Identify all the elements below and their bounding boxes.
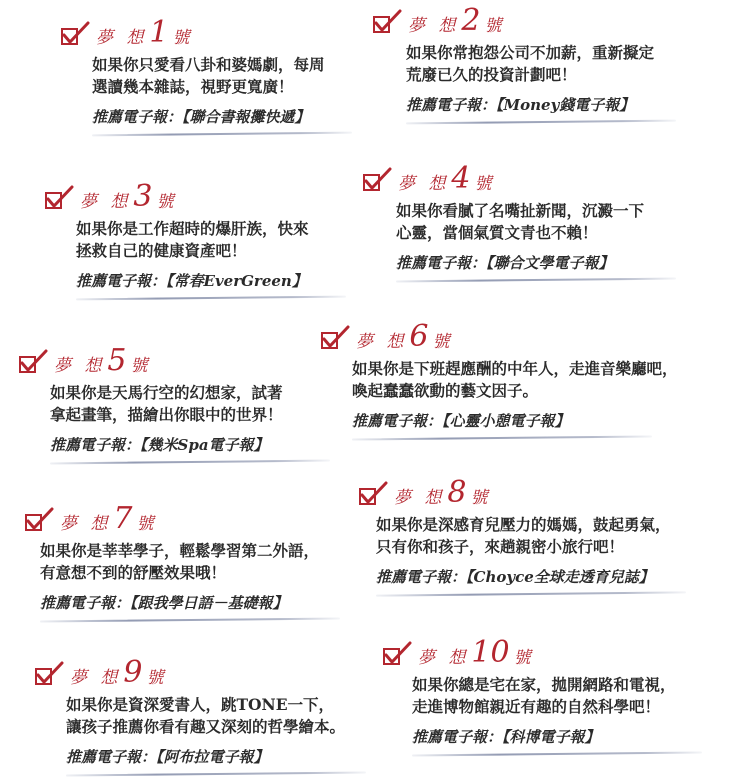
recommendation <box>50 434 330 455</box>
dream-card-9 <box>34 652 366 775</box>
dream-number: 10 <box>471 635 510 670</box>
dream-card-2 <box>372 0 676 123</box>
description-line: 如果你是莘莘學子，輕鬆學習第二外語， <box>40 541 320 560</box>
newsletter-link[interactable]: 【科博電子報】 <box>502 728 600 746</box>
dream-word: 夢 想 <box>54 356 106 376</box>
dream-title <box>60 12 352 48</box>
description-line: 如果你是下班趕應酬的中年人，走進音樂廳吧， <box>352 359 678 378</box>
checkbox-check-icon <box>362 166 392 194</box>
newsletter-link[interactable]: 【幾米Spa電子報】 <box>140 436 269 454</box>
dream-word: 夢 想 <box>80 192 132 212</box>
dream-hao: 號 <box>474 174 492 194</box>
dream-card-1 <box>60 12 352 135</box>
dream-title <box>24 498 340 534</box>
divider <box>66 771 366 776</box>
dream-description <box>352 358 678 402</box>
dream-word: 夢 想 <box>394 488 446 508</box>
dream-number: 2 <box>461 3 481 38</box>
dream-hao: 號 <box>513 648 531 668</box>
newsletter-link[interactable]: 【聯合書報攤快遞】 <box>182 108 310 126</box>
dream-number: 4 <box>451 161 471 196</box>
dream-card-8 <box>358 472 686 595</box>
divider <box>40 617 340 622</box>
dream-number: 8 <box>447 475 467 510</box>
dream-hao: 號 <box>172 28 190 48</box>
dream-title <box>362 158 676 194</box>
description-line: 如果你總是宅在家，拋開網路和電視， <box>412 675 676 694</box>
recommendation <box>396 252 676 273</box>
dream-title <box>44 176 346 212</box>
checkbox-check-icon <box>18 348 48 376</box>
divider <box>50 460 330 465</box>
recommend-label: 推薦電子報： <box>406 96 497 114</box>
recommendation <box>92 106 352 127</box>
divider <box>352 435 652 440</box>
recommend-label: 推薦電子報： <box>92 108 183 126</box>
recommend-label: 推薦電子報： <box>396 254 487 272</box>
recommend-label: 推薦電子報： <box>412 728 503 746</box>
dream-description <box>50 382 330 426</box>
dream-hao: 號 <box>484 16 502 36</box>
recommend-label: 推薦電子報： <box>76 272 167 290</box>
newsletter-link[interactable]: 【跟我學日語－基礎報】 <box>130 594 288 612</box>
recommend-label: 推薦電子報： <box>40 594 131 612</box>
description-line: 走進博物館親近有趣的自然科學吧！ <box>412 697 661 716</box>
dream-hao: 號 <box>146 668 164 688</box>
dream-word: 夢 想 <box>70 668 122 688</box>
checkbox-check-icon <box>358 480 388 508</box>
dream-hao: 號 <box>470 488 488 508</box>
description-line: 如果你常抱怨公司不加薪，重新擬定 <box>406 43 655 62</box>
recommendation <box>40 592 340 613</box>
recommendation <box>66 746 366 767</box>
recommendation <box>412 726 702 747</box>
newsletter-link[interactable]: 【常春EverGreen】 <box>166 272 307 290</box>
dream-hao: 號 <box>432 332 450 352</box>
dream-word: 夢 想 <box>60 514 112 534</box>
dream-word: 夢 想 <box>418 648 470 668</box>
dream-number: 7 <box>113 501 133 536</box>
description-line: 如果你是資深愛書人，跳TONE一下， <box>66 695 335 714</box>
description-line: 如果你是深感育兒壓力的媽媽，鼓起勇氣， <box>376 515 671 534</box>
recommendation <box>352 410 678 431</box>
dream-description <box>406 42 676 86</box>
description-line: 有意想不到的舒壓效果哦！ <box>40 563 227 582</box>
dream-word: 夢 想 <box>96 28 148 48</box>
dream-title <box>382 632 702 668</box>
dream-number: 5 <box>107 343 127 378</box>
dream-number: 6 <box>409 319 429 354</box>
newsletter-link[interactable]: 【Money錢電子報】 <box>496 96 635 114</box>
description-line: 如果你是天馬行空的幻想家，試著 <box>50 383 283 402</box>
description-line: 如果你是工作超時的爆肝族，快來 <box>76 219 309 238</box>
dream-hao: 號 <box>156 192 174 212</box>
description-line: 心靈，當個氣質文青也不賴！ <box>396 223 598 242</box>
dream-hao: 號 <box>130 356 148 376</box>
description-line: 只有你和孩子，來趟親密小旅行吧！ <box>376 537 625 556</box>
dream-title <box>372 0 676 36</box>
recommend-label: 推薦電子報： <box>66 748 157 766</box>
dream-title <box>358 472 686 508</box>
newsletter-link[interactable]: 【心靈小憩電子報】 <box>442 412 570 430</box>
dream-description <box>66 694 366 738</box>
description-line: 讓孩子推薦你看有趣又深刻的哲學繪本。 <box>66 717 346 736</box>
divider <box>376 591 686 596</box>
description-line: 拿起畫筆，描繪出你眼中的世界！ <box>50 405 283 424</box>
recommendation <box>76 270 346 291</box>
dream-card-4 <box>362 158 676 281</box>
checkbox-check-icon <box>320 324 350 352</box>
dream-title <box>34 652 366 688</box>
recommend-label: 推薦電子報： <box>352 412 443 430</box>
dream-description <box>40 540 340 584</box>
dream-word: 夢 想 <box>408 16 460 36</box>
divider <box>92 132 352 137</box>
checkbox-check-icon <box>24 506 54 534</box>
dream-card-3 <box>44 176 346 299</box>
dream-word: 夢 想 <box>356 332 408 352</box>
description-line: 選讀幾本雜誌，視野更寬廣！ <box>92 77 294 96</box>
newsletter-link[interactable]: 【阿布拉電子報】 <box>156 748 269 766</box>
newsletter-link[interactable]: 【聯合文學電子報】 <box>486 254 614 272</box>
dream-description <box>412 674 702 718</box>
description-line: 如果你看膩了名嘴扯新聞，沉澱一下 <box>396 201 645 220</box>
checkbox-check-icon <box>382 640 412 668</box>
checkbox-check-icon <box>60 20 90 48</box>
dream-description <box>92 54 352 98</box>
description-line: 喚起蠢蠢欲動的藝文因子。 <box>352 381 539 400</box>
dream-card-10 <box>382 632 702 755</box>
dream-description <box>376 514 686 558</box>
checkbox-check-icon <box>372 8 402 36</box>
dream-card-6 <box>320 316 678 439</box>
checkbox-check-icon <box>34 660 64 688</box>
dream-title <box>320 316 678 352</box>
recommend-label: 推薦電子報： <box>50 436 141 454</box>
divider <box>406 120 676 125</box>
dream-number: 3 <box>133 179 153 214</box>
checkbox-check-icon <box>44 184 74 212</box>
description-line: 荒廢已久的投資計劃吧！ <box>406 65 577 84</box>
dream-number: 9 <box>123 655 143 690</box>
dream-card-7 <box>24 498 340 621</box>
divider <box>396 278 676 283</box>
dream-title <box>18 340 330 376</box>
dream-description <box>396 200 676 244</box>
dream-hao: 號 <box>136 514 154 534</box>
dream-card-5 <box>18 340 330 463</box>
recommendation <box>376 566 686 587</box>
description-line: 如果你只愛看八卦和婆媽劇，每周 <box>92 55 325 74</box>
dream-number: 1 <box>149 15 169 50</box>
recommendation <box>406 94 676 115</box>
newsletter-link[interactable]: 【Choyce全球走透育兒誌】 <box>466 568 654 586</box>
divider <box>412 751 702 756</box>
divider <box>76 296 346 301</box>
recommend-label: 推薦電子報： <box>376 568 467 586</box>
description-line: 拯救自己的健康資產吧！ <box>76 241 247 260</box>
dream-description <box>76 218 346 262</box>
dream-word: 夢 想 <box>398 174 450 194</box>
